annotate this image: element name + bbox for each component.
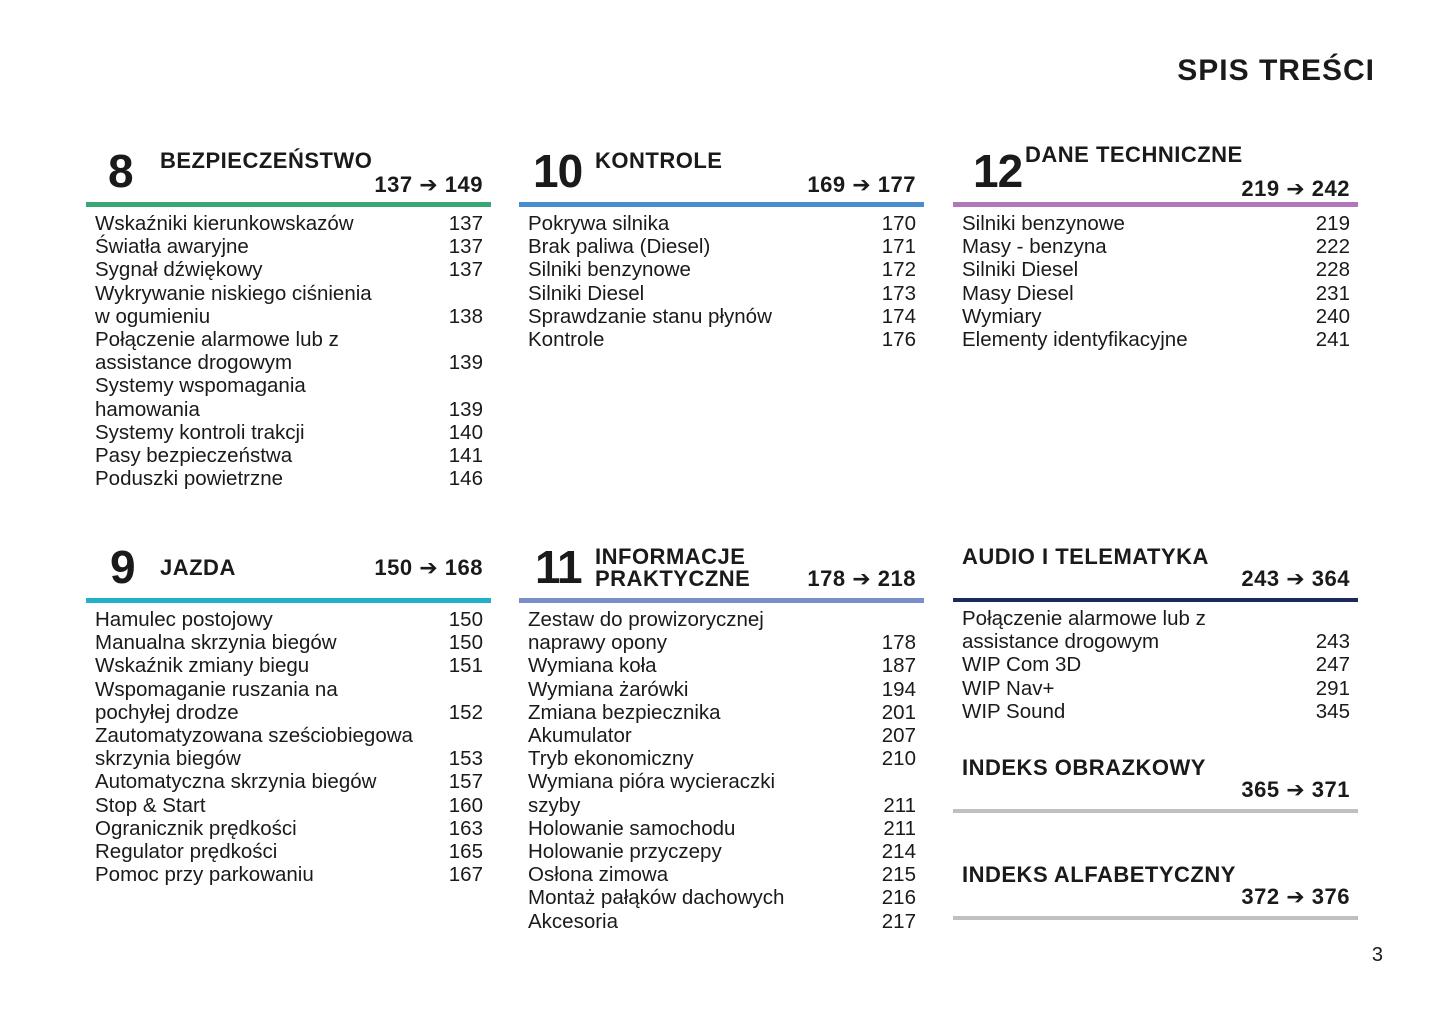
section-index-pictorial xyxy=(953,755,1358,813)
toc-entry[interactable] xyxy=(86,840,491,863)
toc-entry[interactable] xyxy=(86,608,491,631)
range-start: 137 xyxy=(374,172,413,197)
toc-entry-label: Połączenie alarmowe lub z assistance drogowym xyxy=(962,607,1206,654)
section-number: 9 xyxy=(110,541,135,593)
toc-entry[interactable] xyxy=(519,770,924,816)
arrow-icon: ➔ xyxy=(419,172,439,197)
toc-entry[interactable] xyxy=(953,653,1358,676)
arrow-icon: ➔ xyxy=(852,566,872,591)
toc-entry-page: 151 xyxy=(448,654,483,678)
toc-entry-page: 137 xyxy=(448,212,483,235)
toc-entry[interactable] xyxy=(953,305,1358,328)
section-10 xyxy=(519,145,924,352)
toc-entry-label: Manualna skrzynia biegów xyxy=(95,631,337,655)
toc-entry-page: 291 xyxy=(1315,676,1350,700)
toc-entry-page: 217 xyxy=(881,909,916,933)
toc-entry[interactable] xyxy=(519,235,924,258)
toc-entry-label: Osłona zimowa xyxy=(528,863,669,887)
arrow-icon: ➔ xyxy=(1286,566,1306,591)
page-title: SPIS TREŚCI xyxy=(1177,54,1375,87)
toc-entry-page: 345 xyxy=(1315,699,1350,723)
section-divider xyxy=(86,598,491,603)
toc-entry-label: Silniki benzynowe xyxy=(962,212,1125,235)
range-end: 168 xyxy=(444,555,483,580)
section-title xyxy=(595,546,750,590)
toc-entry-page: 211 xyxy=(883,816,916,840)
toc-entry-label: Holowanie samochodu xyxy=(528,816,736,840)
section-header xyxy=(519,145,924,202)
toc-entry-page: 201 xyxy=(881,700,916,724)
range-end: 149 xyxy=(444,172,483,197)
section-page-range xyxy=(374,174,483,196)
range-start: 243 xyxy=(1241,566,1280,591)
toc-entry[interactable] xyxy=(519,654,924,677)
section-header xyxy=(519,541,924,598)
section-title: KONTROLE xyxy=(595,148,723,173)
section-divider xyxy=(519,202,924,207)
toc-entry[interactable] xyxy=(86,724,491,770)
arrow-icon: ➔ xyxy=(1286,777,1306,802)
toc-entry-label: Akcesoria xyxy=(528,909,619,933)
toc-entry-label: Masy Diesel xyxy=(962,281,1074,305)
section-page-range xyxy=(807,568,916,590)
toc-entry-label: WIP Com 3D xyxy=(962,653,1082,677)
toc-entry-page: 163 xyxy=(448,816,483,840)
toc-entry[interactable] xyxy=(519,886,924,909)
toc-entry[interactable] xyxy=(519,608,924,654)
section-title: AUDIO I TELEMATYKA xyxy=(962,544,1209,569)
toc-entry-label: Pasy bezpieczeństwa xyxy=(95,444,293,468)
toc-entry-page: 146 xyxy=(448,467,483,491)
toc-entry[interactable] xyxy=(519,678,924,701)
toc-entry[interactable] xyxy=(86,328,491,374)
toc-entry-label: Tryb ekonomiczny xyxy=(528,747,694,771)
toc-entry[interactable] xyxy=(519,817,924,840)
toc-entry[interactable] xyxy=(953,700,1358,723)
toc-entry-page: 214 xyxy=(881,840,916,864)
toc-entry-page: 240 xyxy=(1315,304,1350,328)
section-header xyxy=(953,544,1358,598)
toc-entry-label: Kontrole xyxy=(528,328,605,352)
section-title-line1: INFORMACJE xyxy=(595,544,746,569)
section-audio xyxy=(953,544,1358,723)
toc-entry-label: Zmiana bezpiecznika xyxy=(528,700,721,724)
toc-entry-label: Systemy kontroli trakcji xyxy=(95,420,305,444)
toc-entry[interactable] xyxy=(519,282,924,305)
toc-entry[interactable] xyxy=(86,235,491,258)
section-header xyxy=(953,862,1358,916)
toc-entry[interactable] xyxy=(519,328,924,351)
arrow-icon: ➔ xyxy=(1286,884,1306,909)
toc-entry-page: 160 xyxy=(448,793,483,817)
range-start: 169 xyxy=(807,172,846,197)
toc-entry-page: 178 xyxy=(881,631,916,655)
section-12 xyxy=(953,142,1358,352)
section-divider xyxy=(519,598,924,603)
entry-list xyxy=(86,212,491,490)
toc-entry[interactable] xyxy=(519,863,924,886)
section-header xyxy=(953,755,1358,809)
toc-entry[interactable] xyxy=(86,212,491,235)
toc-entry-label: Zautomatyzowana sześciobiegowa skrzynia biegów xyxy=(95,724,413,771)
section-number: 11 xyxy=(535,541,582,593)
toc-entry-page: 139 xyxy=(448,351,483,375)
toc-entry-page: 231 xyxy=(1315,281,1350,305)
toc-entry-page: 173 xyxy=(881,281,916,305)
toc-entry[interactable] xyxy=(953,328,1358,351)
toc-entry-page: 247 xyxy=(1315,653,1350,677)
toc-entry-label: Połączenie alarmowe lub z assistance drogowym xyxy=(95,328,339,375)
section-page-range xyxy=(1241,178,1350,200)
toc-entry-page: 152 xyxy=(448,700,483,724)
toc-entry-page: 216 xyxy=(881,886,916,910)
range-end: 364 xyxy=(1311,566,1350,591)
toc-entry-page: 165 xyxy=(448,840,483,864)
toc-entry-label: Akumulator xyxy=(528,724,632,748)
range-end: 218 xyxy=(877,566,916,591)
toc-entry-page: 174 xyxy=(881,304,916,328)
range-end: 376 xyxy=(1311,884,1350,909)
section-divider xyxy=(953,202,1358,207)
toc-entry-label: Zestaw do prowizorycznej naprawy opony xyxy=(528,608,764,655)
range-start: 178 xyxy=(807,566,846,591)
toc-entry-label: Regulator prędkości xyxy=(95,840,278,864)
toc-entry-page: 150 xyxy=(448,631,483,655)
toc-entry-label: Wymiary xyxy=(962,304,1042,328)
toc-entry-label: Silniki benzynowe xyxy=(528,258,691,282)
section-header xyxy=(86,145,491,202)
toc-entry-label: Sygnał dźwiękowy xyxy=(95,258,263,282)
toc-entry[interactable] xyxy=(953,607,1358,653)
toc-entry[interactable] xyxy=(86,282,491,328)
toc-entry[interactable] xyxy=(519,747,924,770)
toc-entry-label: Światła awaryjne xyxy=(95,235,249,259)
toc-entry-label: Sprawdzanie stanu płynów xyxy=(528,304,772,328)
entry-list xyxy=(519,608,924,933)
toc-entry-page: 222 xyxy=(1315,235,1350,259)
toc-entry[interactable] xyxy=(519,701,924,724)
toc-entry[interactable] xyxy=(953,258,1358,281)
toc-entry-label: Wskaźniki kierunkowskazów xyxy=(95,212,354,235)
toc-entry-page: 138 xyxy=(448,304,483,328)
toc-entry-label: Wymiana koła xyxy=(528,654,657,678)
toc-entry-label: Wskaźnik zmiany biegu xyxy=(95,654,310,678)
toc-entry-page: 137 xyxy=(448,235,483,259)
arrow-icon: ➔ xyxy=(419,555,439,580)
toc-entry[interactable] xyxy=(86,374,491,420)
toc-entry-label: Poduszki powietrzne xyxy=(95,467,284,491)
toc-entry-page: 141 xyxy=(448,444,483,468)
toc-entry-label: Holowanie przyczepy xyxy=(528,840,722,864)
toc-entry[interactable] xyxy=(86,631,491,654)
toc-entry-label: Wymiana żarówki xyxy=(528,677,689,701)
section-number: 12 xyxy=(973,145,1023,197)
toc-entry-page: 150 xyxy=(448,608,483,631)
toc-entry-label: Wykrywanie niskiego ciśnienia w ogumieniu xyxy=(95,281,372,328)
range-end: 371 xyxy=(1311,777,1350,802)
toc-entry[interactable] xyxy=(86,678,491,724)
range-start: 219 xyxy=(1241,176,1280,201)
entry-list xyxy=(519,212,924,351)
toc-entry-page: 140 xyxy=(448,420,483,444)
arrow-icon: ➔ xyxy=(1286,176,1306,201)
range-start: 150 xyxy=(374,555,413,580)
section-title: INDEKS OBRAZKOWY xyxy=(962,755,1206,780)
toc-entry-page: 243 xyxy=(1315,630,1350,654)
range-start: 372 xyxy=(1241,884,1280,909)
toc-entry-page: 153 xyxy=(448,747,483,771)
toc-entry[interactable] xyxy=(519,212,924,235)
toc-entry-page: 211 xyxy=(883,793,916,817)
section-page-range xyxy=(1241,886,1350,908)
toc-entry-label: Ogranicznik prędkości xyxy=(95,816,297,840)
toc-entry-page: 171 xyxy=(881,235,916,259)
toc-entry-page: 207 xyxy=(881,724,916,748)
arrow-icon: ➔ xyxy=(852,172,872,197)
section-page-range xyxy=(1241,779,1350,801)
section-page-range xyxy=(807,174,916,196)
toc-entry-label: WIP Nav+ xyxy=(962,676,1055,700)
toc-entry[interactable] xyxy=(86,444,491,467)
toc-entry-page: 137 xyxy=(448,258,483,282)
toc-entry[interactable] xyxy=(86,863,491,886)
toc-entry[interactable] xyxy=(519,840,924,863)
toc-entry-label: Pomoc przy parkowaniu xyxy=(95,863,314,887)
toc-entry-page: 139 xyxy=(448,397,483,421)
toc-entry[interactable] xyxy=(953,677,1358,700)
range-end: 242 xyxy=(1311,176,1350,201)
section-divider xyxy=(86,202,491,207)
toc-entry-label: Stop & Start xyxy=(95,793,206,817)
entry-list xyxy=(953,607,1358,723)
toc-entry-page: 194 xyxy=(881,677,916,701)
section-header xyxy=(953,142,1358,202)
page-number: 3 xyxy=(1371,944,1383,966)
toc-entry-page: 167 xyxy=(448,863,483,887)
toc-entry-label: Silniki Diesel xyxy=(962,258,1079,282)
section-title: BEZPIECZEŃSTWO xyxy=(160,148,373,173)
section-title: JAZDA xyxy=(160,555,236,580)
toc-entry-label: Brak paliwa (Diesel) xyxy=(528,235,711,259)
section-11 xyxy=(519,541,924,933)
section-page-range xyxy=(1241,568,1350,590)
section-index-alpha xyxy=(953,862,1358,920)
toc-entry[interactable] xyxy=(953,235,1358,258)
toc-entry-label: Montaż pałąków dachowych xyxy=(528,886,785,910)
section-title: DANE TECHNICZNE xyxy=(1025,142,1243,167)
toc-entry-label: Automatyczna skrzynia biegów xyxy=(95,770,377,794)
section-8 xyxy=(86,145,491,491)
toc-entry-page: 176 xyxy=(881,328,916,352)
entry-list xyxy=(953,212,1358,351)
section-title: INDEKS ALFABETYCZNY xyxy=(962,862,1236,887)
section-title-line2: PRAKTYCZNE xyxy=(595,566,751,591)
toc-entry-page: 187 xyxy=(881,654,916,678)
toc-entry[interactable] xyxy=(519,258,924,281)
toc-entry-label: Pokrywa silnika xyxy=(528,212,670,235)
section-divider xyxy=(953,916,1358,920)
toc-entry-page: 210 xyxy=(881,747,916,771)
section-page-range xyxy=(374,557,483,579)
toc-entry-label: Elementy identyfikacyjne xyxy=(962,328,1188,352)
toc-entry[interactable] xyxy=(86,817,491,840)
toc-entry[interactable] xyxy=(519,910,924,933)
section-9 xyxy=(86,541,491,887)
section-divider xyxy=(953,598,1358,602)
toc-entry[interactable] xyxy=(86,467,491,490)
toc-entry[interactable] xyxy=(86,654,491,677)
toc-entry-label: Wspomaganie ruszania na pochyłej drodze xyxy=(95,677,338,724)
entry-list xyxy=(86,608,491,886)
section-header xyxy=(86,541,491,598)
toc-entry-page: 241 xyxy=(1315,328,1350,352)
section-number: 10 xyxy=(533,145,583,197)
toc-entry[interactable] xyxy=(86,794,491,817)
toc-entry-label: Wymiana pióra wycieraczki szyby xyxy=(528,770,776,817)
toc-entry-label: Systemy wspomagania hamowania xyxy=(95,374,306,421)
toc-entry-label: WIP Sound xyxy=(962,699,1066,723)
toc-entry[interactable] xyxy=(86,770,491,793)
range-start: 365 xyxy=(1241,777,1280,802)
section-divider xyxy=(953,809,1358,813)
toc-entry-label: Silniki Diesel xyxy=(528,281,645,305)
range-end: 177 xyxy=(877,172,916,197)
toc-entry[interactable] xyxy=(519,724,924,747)
section-number: 8 xyxy=(108,145,133,197)
toc-entry-page: 219 xyxy=(1315,212,1350,235)
toc-entry-page: 215 xyxy=(881,863,916,887)
toc-entry-page: 172 xyxy=(881,258,916,282)
toc-entry[interactable] xyxy=(953,212,1358,235)
toc-entry[interactable] xyxy=(953,282,1358,305)
toc-entry-page: 228 xyxy=(1315,258,1350,282)
toc-entry[interactable] xyxy=(519,305,924,328)
toc-entry-page: 157 xyxy=(448,770,483,794)
toc-entry[interactable] xyxy=(86,421,491,444)
toc-entry[interactable] xyxy=(86,258,491,281)
toc-entry-label: Masy - benzyna xyxy=(962,235,1107,259)
toc-entry-label: Hamulec postojowy xyxy=(95,608,273,631)
toc-entry-page: 170 xyxy=(881,212,916,235)
